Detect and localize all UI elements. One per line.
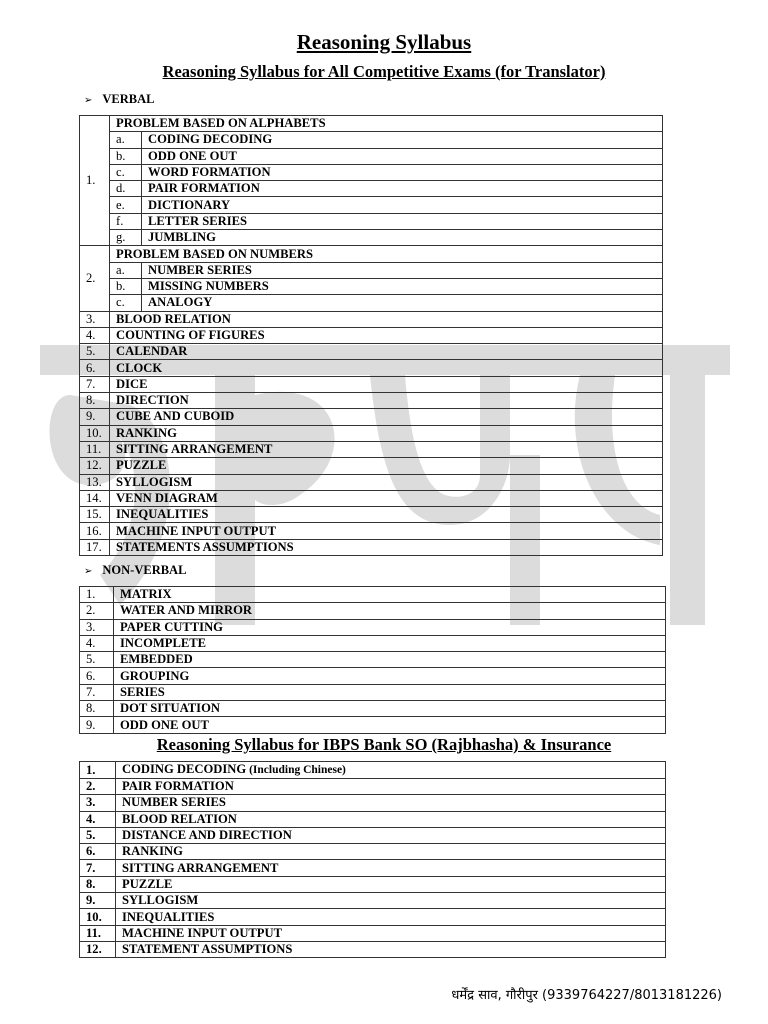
item-number: 1. bbox=[80, 587, 114, 603]
item-label: SERIES bbox=[114, 684, 666, 700]
item-label: RANKING bbox=[110, 425, 663, 441]
item-label: WATER AND MIRROR bbox=[114, 603, 666, 619]
item-label bbox=[116, 925, 666, 941]
table-row bbox=[80, 827, 666, 843]
item-number: 3. bbox=[80, 619, 114, 635]
table-subrow bbox=[80, 278, 663, 294]
item-text: PAIR FORMATION bbox=[122, 779, 234, 794]
table-row bbox=[80, 327, 663, 343]
item-text: BLOOD RELATION bbox=[122, 811, 237, 826]
subitem-letter: c. bbox=[110, 164, 142, 180]
item-label bbox=[116, 941, 666, 957]
table-row bbox=[80, 635, 666, 651]
item-number: 3. bbox=[80, 795, 116, 811]
item-label: DICE bbox=[110, 376, 663, 392]
table-row bbox=[80, 360, 663, 376]
subitem-letter: a. bbox=[110, 132, 142, 148]
item-number: 4. bbox=[80, 327, 110, 343]
item-number: 10. bbox=[80, 909, 116, 925]
item-number: 5. bbox=[80, 344, 110, 360]
table-row bbox=[80, 393, 663, 409]
table-subrow bbox=[80, 181, 663, 197]
item-label: SITTING ARRANGEMENT bbox=[110, 441, 663, 457]
nonverbal-table bbox=[79, 586, 666, 734]
table-row bbox=[80, 376, 663, 392]
table-row bbox=[80, 717, 666, 733]
item-number: 12. bbox=[80, 941, 116, 957]
item-number: 2. bbox=[80, 779, 116, 795]
item-label: EMBEDDED bbox=[114, 652, 666, 668]
subitem-letter: f. bbox=[110, 213, 142, 229]
item-number: 1. bbox=[80, 116, 110, 246]
table-row bbox=[80, 441, 663, 457]
item-number: 7. bbox=[80, 860, 116, 876]
item-note: (Including Chinese) bbox=[246, 764, 346, 776]
item-number: 8. bbox=[80, 876, 116, 892]
item-text: NUMBER SERIES bbox=[122, 795, 226, 810]
page-title: Reasoning Syllabus bbox=[296, 30, 472, 54]
subitem-letter: b. bbox=[110, 278, 142, 294]
verbal-table bbox=[79, 115, 663, 556]
item-number: 16. bbox=[80, 523, 110, 539]
table-row bbox=[80, 587, 666, 603]
verbal-heading: ➢ VERBAL bbox=[84, 92, 155, 106]
item-label: VENN DIAGRAM bbox=[110, 490, 663, 506]
table-row bbox=[80, 795, 666, 811]
item-label: PAPER CUTTING bbox=[114, 619, 666, 635]
item-number: 9. bbox=[80, 409, 110, 425]
item-label bbox=[116, 811, 666, 827]
subitem-label: PAIR FORMATION bbox=[142, 181, 663, 197]
arrow-bullet-icon: ➢ bbox=[84, 95, 93, 106]
table-row bbox=[80, 246, 663, 262]
item-number: 6. bbox=[80, 360, 110, 376]
item-text: INEQUALITIES bbox=[122, 909, 215, 924]
table-subrow bbox=[80, 148, 663, 164]
item-label: MACHINE INPUT OUTPUT bbox=[110, 523, 663, 539]
subitem-letter: e. bbox=[110, 197, 142, 213]
item-text: RANKING bbox=[122, 844, 183, 859]
item-label bbox=[116, 909, 666, 925]
subitem-letter: d. bbox=[110, 181, 142, 197]
item-number: 7. bbox=[80, 684, 114, 700]
item-label: PROBLEM BASED ON ALPHABETS bbox=[110, 116, 663, 132]
item-label: BLOOD RELATION bbox=[110, 311, 663, 327]
table-subrow bbox=[80, 213, 663, 229]
author-footer: धर्मेंद्र साव, गौरीपुर (9339764227/8013181226) bbox=[451, 988, 722, 1003]
table-row bbox=[80, 684, 666, 700]
item-text: SITTING ARRANGEMENT bbox=[122, 860, 279, 875]
item-label: MATRIX bbox=[114, 587, 666, 603]
table-row bbox=[80, 762, 666, 779]
item-number: 13. bbox=[80, 474, 110, 490]
table-subrow bbox=[80, 197, 663, 213]
subitem-label: LETTER SERIES bbox=[142, 213, 663, 229]
subitem-label: ODD ONE OUT bbox=[142, 148, 663, 164]
item-number: 12. bbox=[80, 458, 110, 474]
table-row bbox=[80, 539, 663, 555]
item-text: CODING DECODING bbox=[122, 762, 247, 776]
item-number: 3. bbox=[80, 311, 110, 327]
item-label bbox=[116, 876, 666, 892]
subitem-label: NUMBER SERIES bbox=[142, 262, 663, 278]
table-row bbox=[80, 523, 663, 539]
table-row bbox=[80, 844, 666, 860]
subitem-label: CODING DECODING bbox=[142, 132, 663, 148]
item-label bbox=[116, 779, 666, 795]
item-number: 11. bbox=[80, 441, 110, 457]
item-number: 5. bbox=[80, 827, 116, 843]
item-label: INEQUALITIES bbox=[110, 507, 663, 523]
table-subrow bbox=[80, 230, 663, 246]
subitem-label: JUMBLING bbox=[142, 230, 663, 246]
item-label: INCOMPLETE bbox=[114, 635, 666, 651]
table-row bbox=[80, 458, 663, 474]
item-label: CALENDAR bbox=[110, 344, 663, 360]
item-number: 6. bbox=[80, 668, 114, 684]
item-text: SYLLOGISM bbox=[122, 893, 199, 908]
table-row bbox=[80, 507, 663, 523]
item-text: MACHINE INPUT OUTPUT bbox=[122, 925, 282, 940]
item-label: PUZZLE bbox=[110, 458, 663, 474]
table-row bbox=[80, 701, 666, 717]
item-number: 5. bbox=[80, 652, 114, 668]
item-text: STATEMENT ASSUMPTIONS bbox=[122, 942, 293, 957]
item-number: 9. bbox=[80, 893, 116, 909]
table-subrow bbox=[80, 164, 663, 180]
item-number: 15. bbox=[80, 507, 110, 523]
item-text: DISTANCE AND DIRECTION bbox=[122, 828, 292, 843]
item-label: PROBLEM BASED ON NUMBERS bbox=[110, 246, 663, 262]
item-number: 11. bbox=[80, 925, 116, 941]
item-label: ODD ONE OUT bbox=[114, 717, 666, 733]
table-row bbox=[80, 860, 666, 876]
item-label: DOT SITUATION bbox=[114, 701, 666, 717]
table-row bbox=[80, 116, 663, 132]
table-row bbox=[80, 652, 666, 668]
item-label: DIRECTION bbox=[110, 393, 663, 409]
ibps-table bbox=[79, 761, 666, 958]
item-label: SYLLOGISM bbox=[110, 474, 663, 490]
subitem-letter: b. bbox=[110, 148, 142, 164]
item-number: 7. bbox=[80, 376, 110, 392]
subitem-letter: a. bbox=[110, 262, 142, 278]
table-subrow bbox=[80, 132, 663, 148]
item-label bbox=[116, 762, 666, 779]
table-row bbox=[80, 909, 666, 925]
table-row bbox=[80, 876, 666, 892]
item-label bbox=[116, 860, 666, 876]
item-number: 1. bbox=[80, 762, 116, 779]
item-label: CLOCK bbox=[110, 360, 663, 376]
item-label: CUBE AND CUBOID bbox=[110, 409, 663, 425]
table-subrow bbox=[80, 262, 663, 278]
item-number: 14. bbox=[80, 490, 110, 506]
ibps-title: Reasoning Syllabus for IBPS Bank SO (Rajbhasha) & Insurance bbox=[156, 735, 612, 754]
table-row bbox=[80, 490, 663, 506]
item-label: GROUPING bbox=[114, 668, 666, 684]
table-row bbox=[80, 409, 663, 425]
item-label bbox=[116, 844, 666, 860]
item-number: 8. bbox=[80, 393, 110, 409]
table-subrow bbox=[80, 295, 663, 311]
arrow-bullet-icon: ➢ bbox=[84, 566, 93, 577]
table-row bbox=[80, 311, 663, 327]
table-row bbox=[80, 811, 666, 827]
table-row bbox=[80, 619, 666, 635]
table-row bbox=[80, 779, 666, 795]
item-text: PUZZLE bbox=[122, 876, 173, 891]
table-row bbox=[80, 425, 663, 441]
item-label: COUNTING OF FIGURES bbox=[110, 327, 663, 343]
translator-subtitle: Reasoning Syllabus for All Competitive Exams (for Translator) bbox=[162, 62, 606, 81]
table-row bbox=[80, 474, 663, 490]
item-number: 2. bbox=[80, 246, 110, 311]
item-label bbox=[116, 827, 666, 843]
item-number: 10. bbox=[80, 425, 110, 441]
item-number: 4. bbox=[80, 635, 114, 651]
subitem-label: WORD FORMATION bbox=[142, 164, 663, 180]
subitem-letter: c. bbox=[110, 295, 142, 311]
item-label bbox=[116, 795, 666, 811]
table-row bbox=[80, 893, 666, 909]
item-label: STATEMENTS ASSUMPTIONS bbox=[110, 539, 663, 555]
nonverbal-heading: ➢ NON-VERBAL bbox=[84, 563, 187, 577]
subitem-label: MISSING NUMBERS bbox=[142, 278, 663, 294]
table-row bbox=[80, 668, 666, 684]
item-number: 4. bbox=[80, 811, 116, 827]
subitem-letter: g. bbox=[110, 230, 142, 246]
item-number: 17. bbox=[80, 539, 110, 555]
table-row bbox=[80, 925, 666, 941]
table-row bbox=[80, 941, 666, 957]
item-number: 6. bbox=[80, 844, 116, 860]
table-row bbox=[80, 344, 663, 360]
item-label bbox=[116, 893, 666, 909]
item-number: 2. bbox=[80, 603, 114, 619]
subitem-label: DICTIONARY bbox=[142, 197, 663, 213]
item-number: 9. bbox=[80, 717, 114, 733]
table-row bbox=[80, 603, 666, 619]
subitem-label: ANALOGY bbox=[142, 295, 663, 311]
item-number: 8. bbox=[80, 701, 114, 717]
